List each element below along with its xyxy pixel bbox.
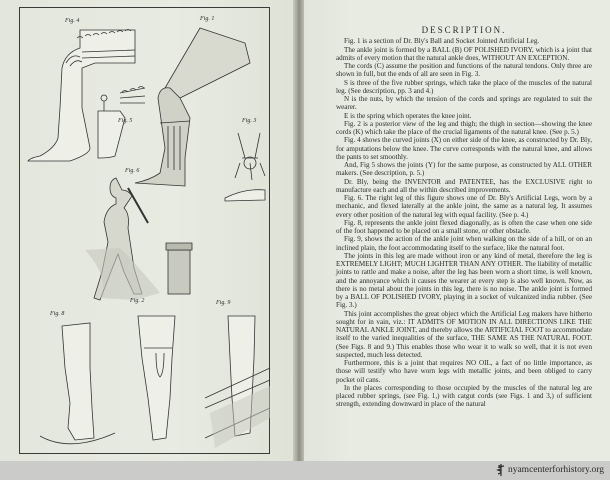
paragraph: E is the spring which operates the knee joint. xyxy=(344,111,472,120)
paragraph: This joint accomplishes the great object which the Artificial Leg makers have hitherto sought for in vain, viz.: IT ADMITS OF MOTION IN ALL DIRECTIONS LIKE THE NATURAL ANKLE JOINT, and thereby allows the ARTIFICIAL FOOT to accommodate itself to the varied inequalities of the surface, THE SAME AS THE NATURAL FOOT. (See Figs. 8 and 9.) This enables those who wear it to walk so well, that it is not even suspected, much less detected. xyxy=(336,309,592,359)
caduceus-logo-icon xyxy=(496,463,506,477)
fig-1-label: Fig. 1 xyxy=(200,16,215,22)
watermark xyxy=(496,463,604,477)
paragraph: The cords (C) assume the position and functions of the natural tendons. Only three are shown in full, but the ends of all are seen in Fig. 3. xyxy=(336,62,592,79)
paragraph: Fig. 9, shows the action of the ankle joint when walking on the side of a hill, or on an inclined plain, the foot accommodating itself to the surface, like the natural foot. xyxy=(336,235,592,252)
fig-3-label: Fig. 3 xyxy=(242,118,257,124)
fig-9-label: Fig. 9 xyxy=(216,300,231,306)
paragraph: Fig. 8, represents the ankle joint flexed diagonally, as is often the case when one side of the foot happened to be placed on a small stone, or other obstacle. xyxy=(336,218,592,235)
fig-6-label: Fig. 6 xyxy=(125,168,140,174)
book-gutter xyxy=(293,0,304,461)
paragraph: Fig. 1 is a section of Dr. Bly's Ball and Socket Jointed Artificial Leg. xyxy=(344,37,540,46)
paragraph: Fig. 4 shows the curved joints (X) on either side of the knee, as constructed by Dr. Bly, for amputations below the knee. The curve corresponds with the natural knee, and allows the pants to set smoothly. xyxy=(336,136,592,161)
paragraph: The ankle joint is formed by a BALL (B) OF POLISHED IVORY, which is a joint that admits of every motion that the natural ankle does, WITHOUT AN EXCEPTION. xyxy=(336,45,592,62)
paragraph: Dr. Bly, being the INVENTOR and PATENTEE, has the EXCLUSIVE right to manufacture each and all the within described improvements. xyxy=(336,177,592,194)
paragraph: The joints in this leg are made without iron or any kind of metal, therefore the leg is EXTREMELY LIGHT; MUCH LIGHTER THAN ANY OTHER. The liability of metallic joints to rattle and make a noise, after the leg has been worn a short time, is well known, and the annoyance which it causes the wearer at every step is also well known. Now, as there is no metal about the joints in this leg, there is no noise. The ankle joint is formed by a BALL OF POLISHED IVORY, playing in a socket of vulcanized india rubber. (See Fig. 3.) xyxy=(336,251,592,310)
left-page-plate xyxy=(0,0,293,461)
paragraph: N is the nuts, by which the tension of the cords and springs are regulated to suit the wearer. xyxy=(336,95,592,112)
paragraph: Fig. 6. The right leg of this figure shows one of Dr. Bly's Artificial Legs, worn by a mechanic, and flexed laterally at the ankle joint, the same as a natural leg. It assumes every other position of the natural leg with equal facility. (See p. 4.) xyxy=(336,194,592,219)
fig-5-label: Fig. 5 xyxy=(118,118,133,124)
page-title: DESCRIPTION. xyxy=(421,25,507,35)
fig-2-label: Fig. 2 xyxy=(130,298,145,304)
paragraph: Fig. 2 is a posterior view of the leg and thigh; the thigh in section—showing the knee cords (K) which take the place of the crucial ligaments of the natural knee. (See p. 5.) xyxy=(336,119,592,136)
paragraph: S is three of the five rubber springs, which take the place of the muscles of the natural leg. (See description, pp. 3 and 4.) xyxy=(336,78,592,95)
fig-8-label: Fig. 8 xyxy=(50,311,65,317)
paragraph: Furthermore, this is a joint that requires NO OIL, a fact of no little importance, as those will testify who have worn legs with metallic joints, and been obliged to carry pocket oil cans. xyxy=(336,359,592,384)
paragraph: In the places corresponding to those occupied by the muscles of the natural leg are placed rubber springs, (see Fig. 1,) with catgut cords (see Figs. 1 and 3,) of sufficient strength, extending downward in place of the natural xyxy=(336,383,592,409)
illustration-plate xyxy=(19,7,270,454)
fig-4-label: Fig. 4 xyxy=(65,18,80,24)
watermark-text: nyamcenterforhistory.org xyxy=(507,465,604,475)
paragraph: And, Fig 5 shows the joints (Y) for the same purpose, as constructed by ALL OTHER makers. (See description, p. 5.) xyxy=(336,161,592,178)
plate-illustrations-icon xyxy=(20,8,271,455)
description-text xyxy=(336,26,592,409)
